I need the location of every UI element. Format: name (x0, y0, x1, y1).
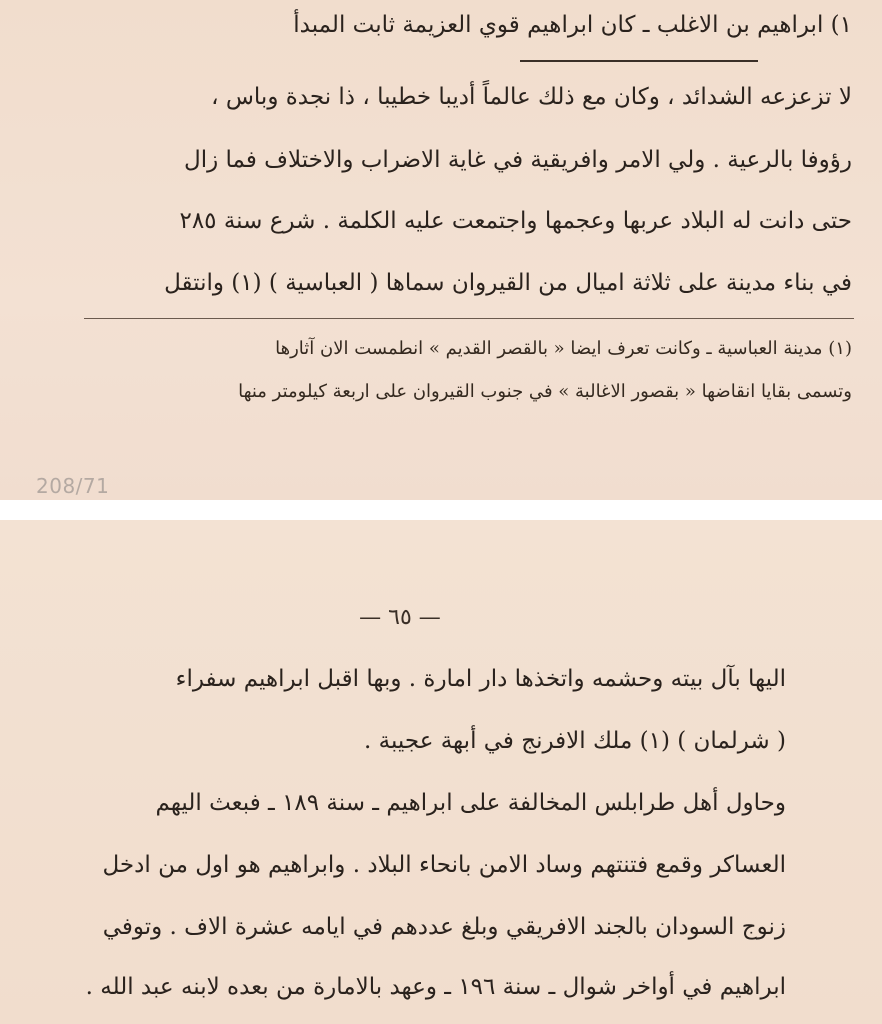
text-line: ( شرلمان ) (١) ملك الافرنج في أبهة عجيبة . (364, 728, 786, 754)
text-line: رؤوفا بالرعية . ولي الامر وافريقية في غاية الاضراب والاختلاف فما زال (184, 147, 852, 173)
footnote-line: وتسمى بقايا انقاضها « بقصور الاغالبة » في جنوب القيروان على اربعة كيلومتر منها (238, 381, 852, 402)
text-line: ١) ابراهيم بن الاغلب ـ كان ابراهيم قوي العزيمة ثابت المبدأ (293, 12, 852, 38)
text-line: لا تزعزعه الشدائد ، وكان مع ذلك عالماً أديبا خطيبا ، ذا نجدة وباس ، (211, 84, 852, 110)
footnote-line: (١) مدينة العباسية ـ وكانت تعرف ايضا « بالقصر القديم » انطمست الان آثارها (275, 338, 852, 359)
text-line: زنوج السودان بالجند الافريقي وبلغ عددهم في ايامه عشرة الاف . وتوفي (102, 914, 786, 940)
page-separator (0, 500, 882, 520)
text-line: اليها بآل بيته وحشمه واتخذها دار امارة . وبها اقبل ابراهيم سفراء (175, 666, 786, 692)
text-line: العساكر وقمع فتنتهم وساد الامن بانحاء البلاد . وابراهيم هو اول من ادخل (102, 852, 786, 878)
text-line: وحاول أهل طرابلس المخالفة على ابراهيم ـ سنة ١٨٩ ـ فبعث اليهم (155, 790, 786, 816)
title-underline (520, 60, 758, 62)
text-line: في بناء مدينة على ثلاثة اميال من القيروان سماها ( العباسية ) (١) وانتقل (164, 270, 852, 296)
footnote-divider (84, 318, 854, 319)
page-scan-bottom (0, 520, 882, 1024)
text-line: حتى دانت له البلاد عربها وعجمها واجتمعت عليه الكلمة . شرع سنة ٢٨٥ (179, 208, 852, 234)
page-number: — ٦٥ — (359, 605, 441, 630)
text-line: ابراهيم في أواخر شوال ـ سنة ١٩٦ ـ وعهد بالامارة من بعده لابنه عبد الله . (85, 974, 786, 1000)
page-scan-top (0, 0, 882, 500)
page-indicator: 208/71 (36, 474, 110, 498)
